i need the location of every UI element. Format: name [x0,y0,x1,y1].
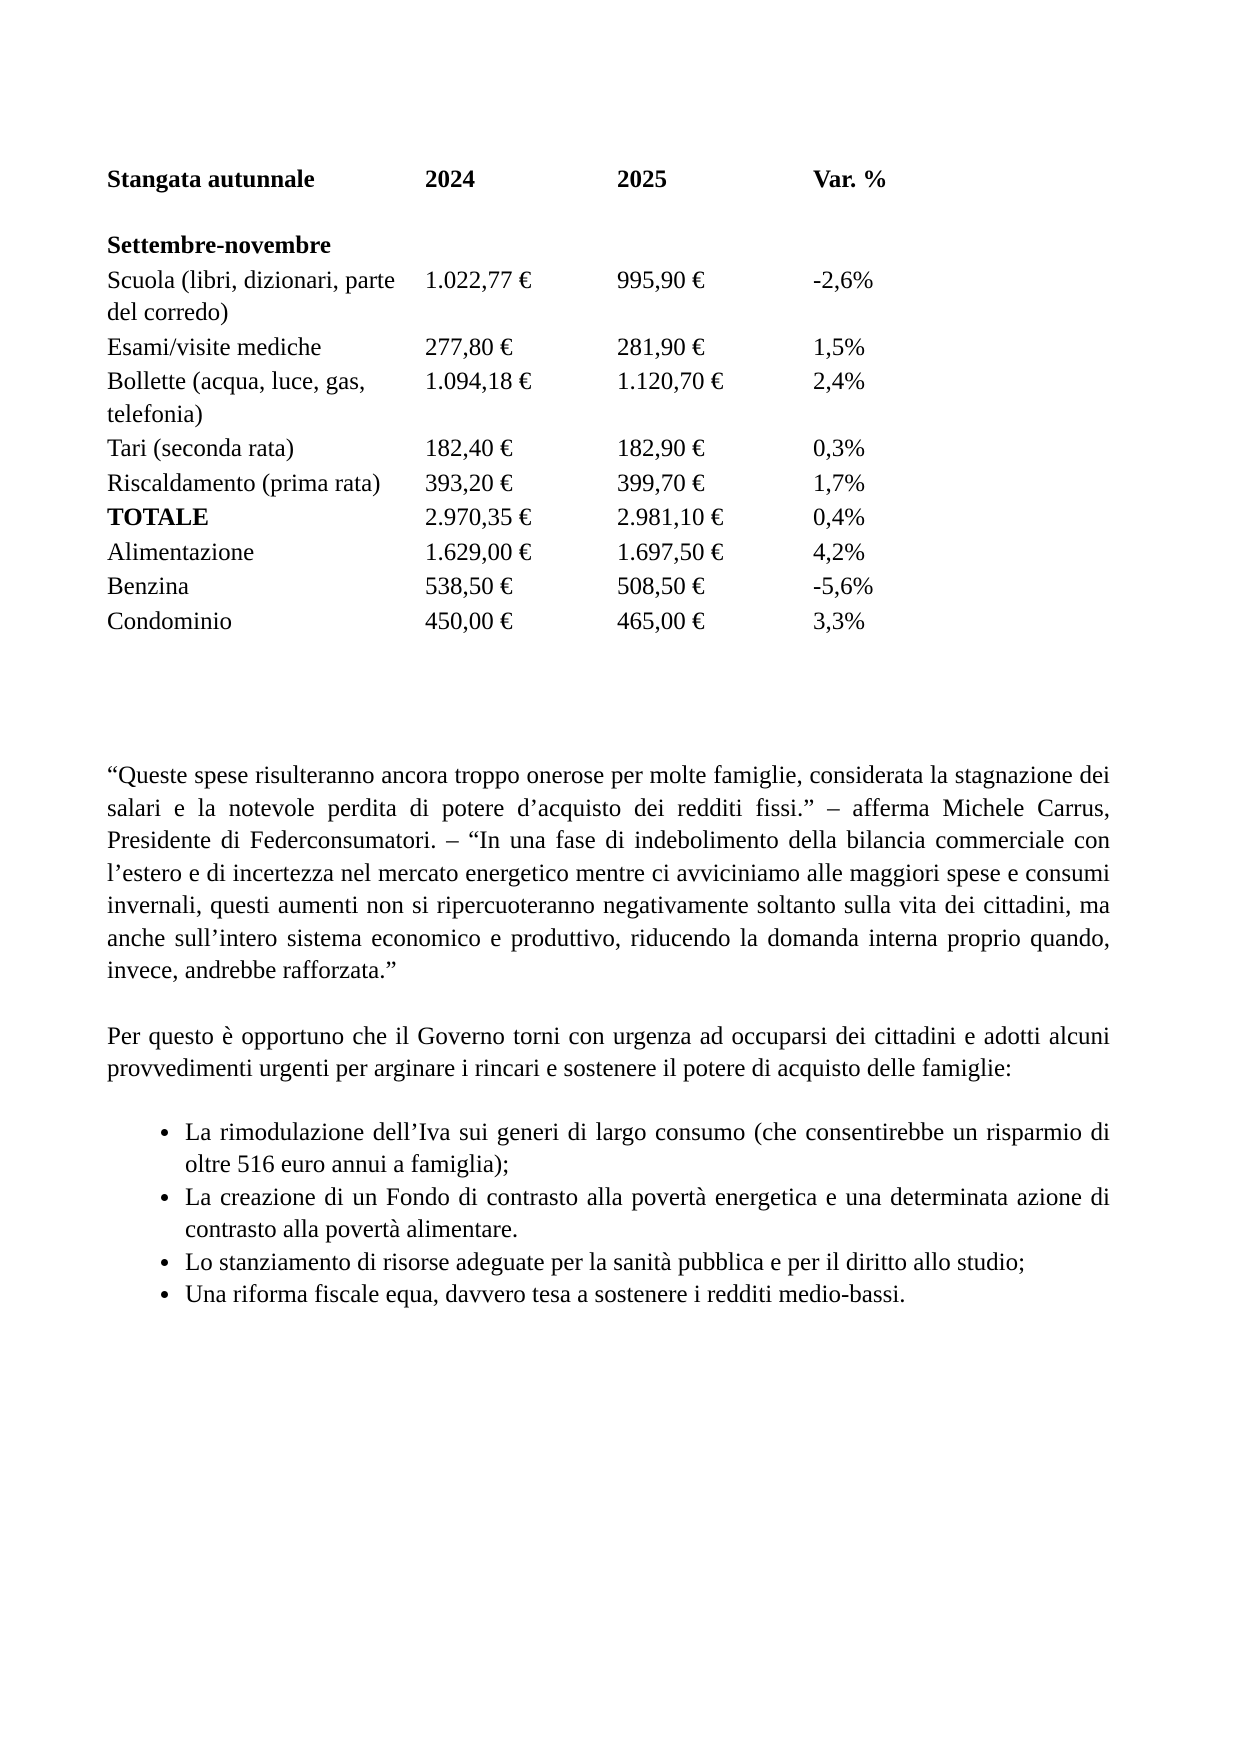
column-header-2024: 2024 [425,166,475,193]
callout-paragraph: Per questo è opportuno che il Governo torni con urgenza ad occuparsi dei cittadini e adotti alcuni provvedimenti urgenti per arginare i rincari e sostenere il potere di acquisto delle famiglie: [107,1022,1110,1082]
row-value-2024: 450,00 € [425,607,513,635]
bullet-item: • La creazione di un Fondo di contrasto alla povertà energetica e una determinata azione di contrasto alla povertà alimentare. [182,1182,1110,1247]
table-row-total [107,501,979,536]
row-label: Riscaldamento (prima rata) [107,469,381,497]
table-header-row [107,163,979,229]
row-label: Benzina [107,573,189,600]
proposals-list [107,1117,1110,1312]
table-row [107,605,979,640]
row-value-2024: 2.970,35 € [425,504,532,531]
table-row [107,365,979,432]
table-row [107,570,979,605]
row-value-var: 0,4% [813,504,866,531]
row-label: Scuola (libri, dizionari, parte del corredo) [107,266,396,326]
row-value-var: 2,4% [813,368,866,395]
expense-table [107,163,979,639]
row-value-2025: 2.981,10 € [617,504,724,531]
row-label: Alimentazione [107,538,255,566]
row-value-2025: 508,50 € [617,573,705,600]
row-value-2024: 1.022,77 € [425,266,532,294]
table-row [107,331,979,366]
column-header-var: Var. % [813,166,888,193]
row-value-2024: 277,80 € [425,333,513,361]
row-value-2025: 1.120,70 € [617,368,724,395]
row-value-2025: 465,00 € [617,607,705,635]
row-value-2024: 393,20 € [425,469,513,497]
row-value-2024: 1.629,00 € [425,538,532,566]
row-label: Tari (seconda rata) [107,435,295,462]
row-value-2025: 182,90 € [617,435,705,462]
row-value-2025: 281,90 € [617,333,705,361]
row-value-2025: 399,70 € [617,469,705,497]
quote-paragraph: “Queste spese risulteranno ancora troppo onerose per molte famiglie, considerata la stagnazione dei salari e la notevole perdita di potere d’acquisto dei redditi fissi.” – afferma Michele Carrus, Presidente di Federconsumatori. – “In una fase di indebolimento della bilancia commerciale con l’estero e di incertezza nel mercato energetico mentre ci avviciniamo alle maggiori spese e consumi invernali, questi aumenti non si ripercuoteranno negativamente soltanto sulla vita dei cittadini, ma anche sull’intero sistema economico e produttivo, riducendo la domanda interna proprio quando, invece, andrebbe rafforzata.” [107,762,1110,984]
bullet-item: • Una riforma fiscale equa, davvero tesa a sostenere i redditi medio-bassi. [182,1279,1110,1312]
row-label: Condominio [107,607,233,635]
column-header-2025: 2025 [617,166,667,193]
row-value-var: 0,3% [813,435,866,462]
row-value-2024: 538,50 € [425,573,513,600]
row-value-var: -2,6% [813,266,874,294]
row-value-2024: 1.094,18 € [425,368,532,395]
table-row [107,536,979,571]
row-value-var: 1,7% [813,469,866,497]
row-label: Esami/visite mediche [107,333,322,361]
table-row [107,264,979,331]
row-value-var: -5,6% [813,573,874,600]
table-period: Settembre-novembre [107,232,332,259]
row-label: Bollette (acqua, luce, gas, telefonia) [107,368,366,428]
row-label: TOTALE [107,504,209,531]
bullet-item: • Lo stanziamento di risorse adeguate per la sanità pubblica e per il diritto allo studio; [182,1247,1110,1280]
row-value-2024: 182,40 € [425,435,513,462]
table-row [107,467,979,502]
table-title: Stangata autunnale [107,166,315,193]
table-row [107,432,979,467]
row-value-var: 4,2% [813,538,866,566]
row-value-2025: 995,90 € [617,266,705,294]
bullet-item: • La rimodulazione dell’Iva sui generi di largo consumo (che consentirebbe un risparmio di oltre 516 euro annui a famiglia); [182,1117,1110,1182]
row-value-var: 3,3% [813,607,866,635]
row-value-var: 1,5% [813,333,866,361]
row-value-2025: 1.697,50 € [617,538,724,566]
table-period-row [107,229,979,264]
